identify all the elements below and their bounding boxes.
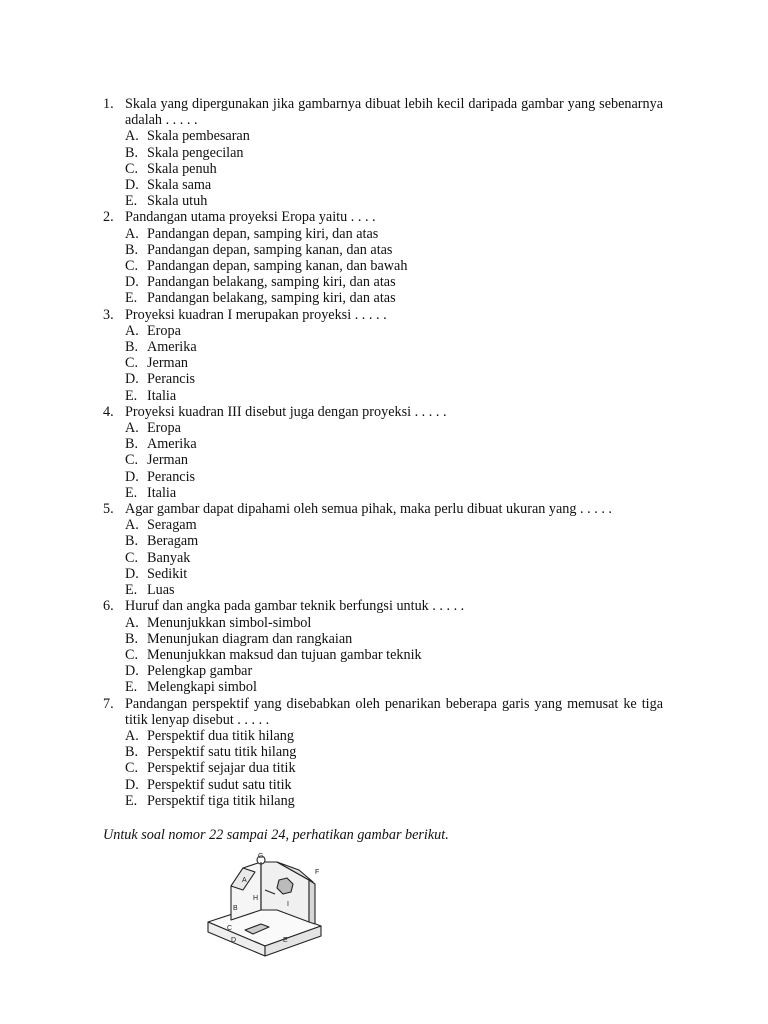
option-letter: E. <box>125 387 138 404</box>
option-letter: A. <box>125 128 139 145</box>
option-text: Banyak <box>147 549 191 566</box>
option-letter: E. <box>125 193 138 210</box>
option-letter: A. <box>125 322 139 339</box>
option-letter: B. <box>125 630 139 647</box>
option-text: Skala penuh <box>147 160 217 177</box>
answer-option <box>125 777 663 793</box>
option-text: Perancis <box>147 468 196 485</box>
option-text: Eropa <box>147 420 181 437</box>
answer-option <box>125 371 663 387</box>
question-7 <box>103 696 663 809</box>
answer-option <box>125 258 663 274</box>
question-number: 3. <box>103 306 114 323</box>
option-letter: B. <box>125 144 139 161</box>
answer-option <box>125 355 663 371</box>
answer-option <box>125 452 663 468</box>
answer-option <box>125 469 663 485</box>
option-letter: C. <box>125 160 139 177</box>
option-letter: A. <box>125 420 139 437</box>
option-letter: C. <box>125 646 139 663</box>
answer-option <box>125 728 663 744</box>
answer-option <box>125 274 663 290</box>
option-letter: E. <box>125 679 138 696</box>
option-text: Skala pengecilan <box>147 144 244 161</box>
option-letter: C. <box>125 760 139 777</box>
answer-option <box>125 760 663 776</box>
question-5 <box>103 501 663 598</box>
option-text: Skala utuh <box>147 193 208 210</box>
option-letter: D. <box>125 468 139 485</box>
option-letter: D. <box>125 776 139 793</box>
option-letter: B. <box>125 744 139 761</box>
option-letter: D. <box>125 371 139 388</box>
figure-label-e: E <box>283 937 288 944</box>
option-text: Jerman <box>147 452 188 469</box>
answer-option <box>125 339 663 355</box>
answer-option <box>125 290 663 306</box>
figure-label-b: B <box>233 905 238 912</box>
isometric-drawing <box>203 850 333 970</box>
question-number: 6. <box>103 598 114 615</box>
answer-option <box>125 436 663 452</box>
answer-option <box>125 566 663 582</box>
option-text: Sedikit <box>147 565 188 582</box>
answer-option <box>125 420 663 436</box>
option-text: Luas <box>147 582 175 599</box>
question-text: Pandangan utama proyeksi Eropa yaitu . . . . <box>125 209 376 226</box>
option-letter: C. <box>125 452 139 469</box>
question-2 <box>103 209 663 306</box>
question-number: 7. <box>103 695 114 712</box>
figure-instruction: Untuk soal nomor 22 sampai 24, perhatikan gambar berikut. <box>103 827 449 843</box>
option-letter: B. <box>125 241 139 258</box>
option-letter: C. <box>125 549 139 566</box>
isometric-figure <box>203 850 333 970</box>
option-text: Pandangan depan, samping kanan, dan bawah <box>147 258 408 275</box>
figure-label-g: G <box>258 853 264 860</box>
answer-option <box>125 744 663 760</box>
option-text: Perspektif dua titik hilang <box>147 727 294 744</box>
answer-option <box>125 550 663 566</box>
option-text: Pandangan belakang, samping kiri, dan atas <box>147 290 396 307</box>
option-letter: B. <box>125 436 139 453</box>
option-text: Pandangan depan, samping kiri, dan atas <box>147 225 379 242</box>
answer-option <box>125 582 663 598</box>
question-6 <box>103 598 663 695</box>
question-text: Skala yang dipergunakan jika gambarnya dibuat lebih kecil daripada gambar yang sebenarnya adalah . . . . . <box>125 96 663 129</box>
question-text: Proyeksi kuadran I merupakan proyeksi . . . . . <box>125 306 387 323</box>
option-text: Italia <box>147 484 177 501</box>
option-text: Menunjukkan simbol-simbol <box>147 614 312 631</box>
answer-option <box>125 679 663 695</box>
answer-option <box>125 226 663 242</box>
answer-option <box>125 517 663 533</box>
figure-label-f: F <box>315 869 320 876</box>
question-list <box>103 96 663 809</box>
option-text: Jerman <box>147 355 188 372</box>
option-letter: A. <box>125 517 139 534</box>
answer-option <box>125 145 663 161</box>
answer-option <box>125 242 663 258</box>
answer-option <box>125 793 663 809</box>
option-letter: A. <box>125 614 139 631</box>
option-text: Seragam <box>147 517 197 534</box>
option-letter: C. <box>125 258 139 275</box>
option-letter: A. <box>125 225 139 242</box>
option-letter: D. <box>125 274 139 291</box>
option-text: Pelengkap gambar <box>147 663 253 680</box>
option-text: Menunjukkan maksud dan tujuan gambar teknik <box>147 646 422 663</box>
option-letter: D. <box>125 565 139 582</box>
option-letter: E. <box>125 582 138 599</box>
option-text: Perspektif sudut satu titik <box>147 776 292 793</box>
option-text: Perspektif satu titik hilang <box>147 744 297 761</box>
answer-option <box>125 615 663 631</box>
answer-option <box>125 647 663 663</box>
figure-label-d: D <box>231 937 237 944</box>
question-number: 4. <box>103 403 114 420</box>
question-3 <box>103 307 663 404</box>
option-letter: D. <box>125 663 139 680</box>
figure-label-h: H <box>253 895 259 902</box>
question-number: 1. <box>103 96 114 112</box>
option-letter: A. <box>125 727 139 744</box>
answer-option <box>125 388 663 404</box>
option-text: Melengkapi simbol <box>147 679 257 696</box>
figure-label-a: A <box>242 877 247 884</box>
question-number: 5. <box>103 501 114 518</box>
question-1 <box>103 96 663 209</box>
option-text: Pandangan depan, samping kanan, dan atas <box>147 241 393 258</box>
question-text: Huruf dan angka pada gambar teknik berfungsi untuk . . . . . <box>125 598 465 615</box>
option-text: Amerika <box>147 339 197 356</box>
option-letter: E. <box>125 792 138 809</box>
option-letter: B. <box>125 339 139 356</box>
answer-option <box>125 533 663 549</box>
answer-option <box>125 128 663 144</box>
option-letter: B. <box>125 533 139 550</box>
option-text: Perspektif sejajar dua titik <box>147 760 296 777</box>
answer-option <box>125 193 663 209</box>
option-text: Perspektif tiga titik hilang <box>147 792 295 809</box>
option-text: Perancis <box>147 371 196 388</box>
option-text: Amerika <box>147 436 197 453</box>
option-text: Beragam <box>147 533 199 550</box>
option-text: Pandangan belakang, samping kiri, dan atas <box>147 274 396 291</box>
answer-option <box>125 323 663 339</box>
option-letter: E. <box>125 290 138 307</box>
figure-label-i: I <box>287 901 289 908</box>
option-text: Skala pembesaran <box>147 128 250 145</box>
option-text: Menunjukan diagram dan rangkaian <box>147 630 353 647</box>
option-letter: D. <box>125 177 139 194</box>
answer-option <box>125 161 663 177</box>
figure-label-c: C <box>227 925 233 932</box>
question-number: 2. <box>103 209 114 226</box>
question-text: Agar gambar dapat dipahami oleh semua pihak, maka perlu dibuat ukuran yang . . . . . <box>125 501 612 518</box>
question-text: Proyeksi kuadran III disebut juga dengan proyeksi . . . . . <box>125 403 447 420</box>
answer-option <box>125 631 663 647</box>
question-text: Pandangan perspektif yang disebabkan oleh penarikan beberapa garis yang memusat ke tiga titik lenyap disebut . . . . . <box>125 695 663 728</box>
option-letter: C. <box>125 355 139 372</box>
answer-option <box>125 485 663 501</box>
question-4 <box>103 404 663 501</box>
option-text: Eropa <box>147 322 181 339</box>
option-text: Italia <box>147 387 177 404</box>
answer-option <box>125 177 663 193</box>
option-text: Skala sama <box>147 177 212 194</box>
answer-option <box>125 663 663 679</box>
option-letter: E. <box>125 484 138 501</box>
